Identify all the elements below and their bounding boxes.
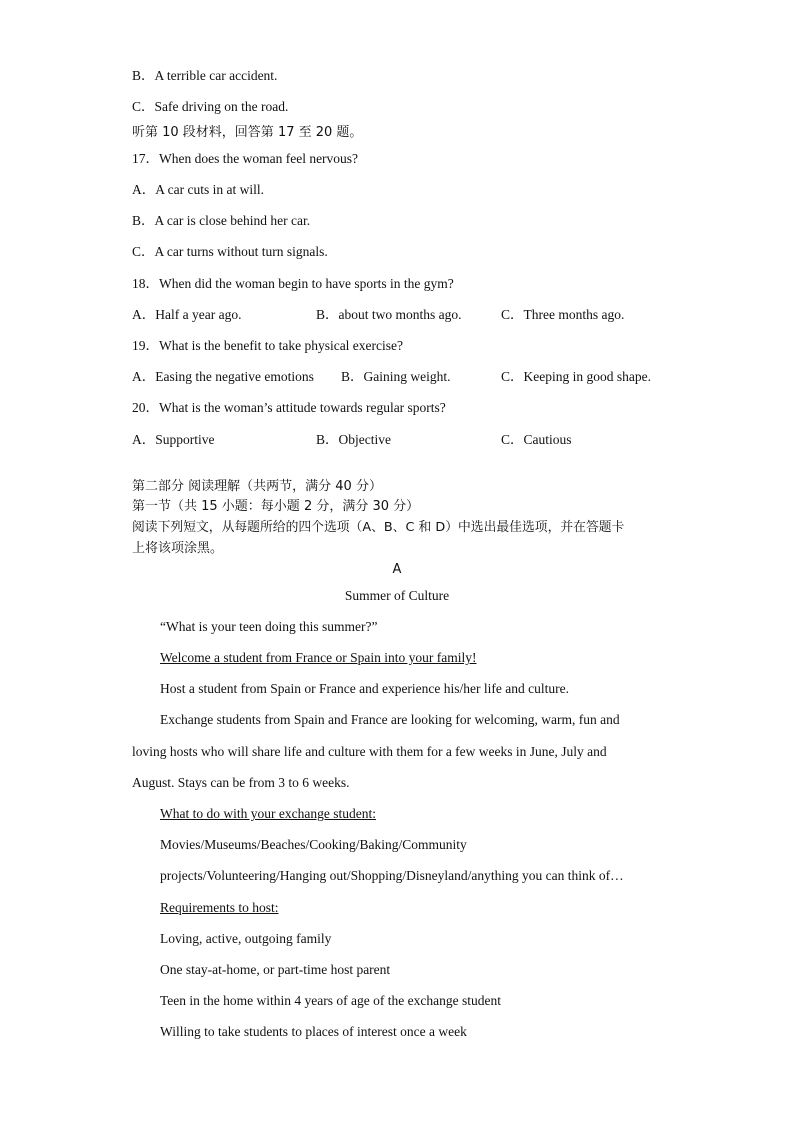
passage-title: Summer of Culture bbox=[344, 588, 450, 603]
q16-option-b: B．A terrible car accident. bbox=[132, 68, 278, 83]
passage-activities-line1: Movies/Museums/Beaches/Cooking/Baking/Community bbox=[160, 837, 467, 852]
q17-option-b: B．A car is close behind her car. bbox=[132, 213, 311, 228]
passage-activities-line2: projects/Volunteering/Hanging out/Shopping/Disneyland/anything you can think of… bbox=[160, 868, 624, 883]
passage-requirement-4: Willing to take students to places of interest once a week bbox=[160, 1024, 467, 1039]
q18-option-a: A．Half a year ago. bbox=[132, 307, 242, 322]
q20-option-a: A．Supportive bbox=[132, 432, 215, 447]
passage-para1-line1: Exchange students from Spain and France are looking for welcoming, warm, fun and bbox=[160, 712, 620, 727]
q16-option-c: C．Safe driving on the road. bbox=[132, 99, 289, 114]
passage-requirements-heading: Requirements to host: bbox=[160, 900, 279, 915]
q18-option-c: C．Three months ago. bbox=[501, 307, 625, 322]
passage-label: A bbox=[392, 562, 402, 577]
q19-question: 19．What is the benefit to take physical exercise? bbox=[132, 338, 404, 353]
passage-what-heading: What to do with your exchange student: bbox=[160, 806, 376, 821]
passage-para1-line3: August. Stays can be from 3 to 6 weeks. bbox=[132, 775, 350, 790]
part2-instruction-line1: 阅读下列短文，从每题所给的四个选项（A、B、C 和 D）中选出最佳选项，并在答题卡 bbox=[132, 520, 625, 535]
passage-para1-line2: loving hosts who will share life and culture with them for a few weeks in June, July and bbox=[132, 744, 607, 759]
q19-option-c: C．Keeping in good shape. bbox=[501, 369, 651, 384]
part2-heading: 第二部分 阅读理解（共两节，满分 40 分） bbox=[132, 479, 382, 494]
q18-question: 18．When did the woman begin to have sports in the gym? bbox=[132, 276, 454, 291]
q17-option-c: C．A car turns without turn signals. bbox=[132, 244, 328, 259]
passage-requirement-2: One stay-at-home, or part-time host parent bbox=[160, 962, 391, 977]
q20-option-b: B．Objective bbox=[316, 432, 391, 447]
q18-option-b: B．about two months ago. bbox=[316, 307, 462, 322]
q20-question: 20．What is the woman’s attitude towards regular sports? bbox=[132, 400, 446, 415]
passage-requirement-1: Loving, active, outgoing family bbox=[160, 931, 332, 946]
part2-section1: 第一节（共 15 小题：每小题 2 分，满分 30 分） bbox=[132, 499, 420, 514]
passage-host: Host a student from Spain or France and experience his/her life and culture. bbox=[160, 681, 569, 696]
passage-requirement-3: Teen in the home within 4 years of age of the exchange student bbox=[160, 993, 501, 1008]
q19-option-a: A．Easing the negative emotions bbox=[132, 369, 314, 384]
q19-option-b: B．Gaining weight. bbox=[341, 369, 451, 384]
passage-quote: “What is your teen doing this summer?” bbox=[160, 619, 378, 634]
passage-welcome: Welcome a student from France or Spain into your family! bbox=[160, 650, 477, 665]
section10-instruction: 听第 10 段材料，回答第 17 至 20 题。 bbox=[132, 125, 363, 140]
q17-question: 17．When does the woman feel nervous? bbox=[132, 151, 359, 166]
q20-option-c: C．Cautious bbox=[501, 432, 572, 447]
part2-instruction-line2: 上将该项涂黑。 bbox=[132, 541, 224, 556]
q17-option-a: A．A car cuts in at will. bbox=[132, 182, 264, 197]
